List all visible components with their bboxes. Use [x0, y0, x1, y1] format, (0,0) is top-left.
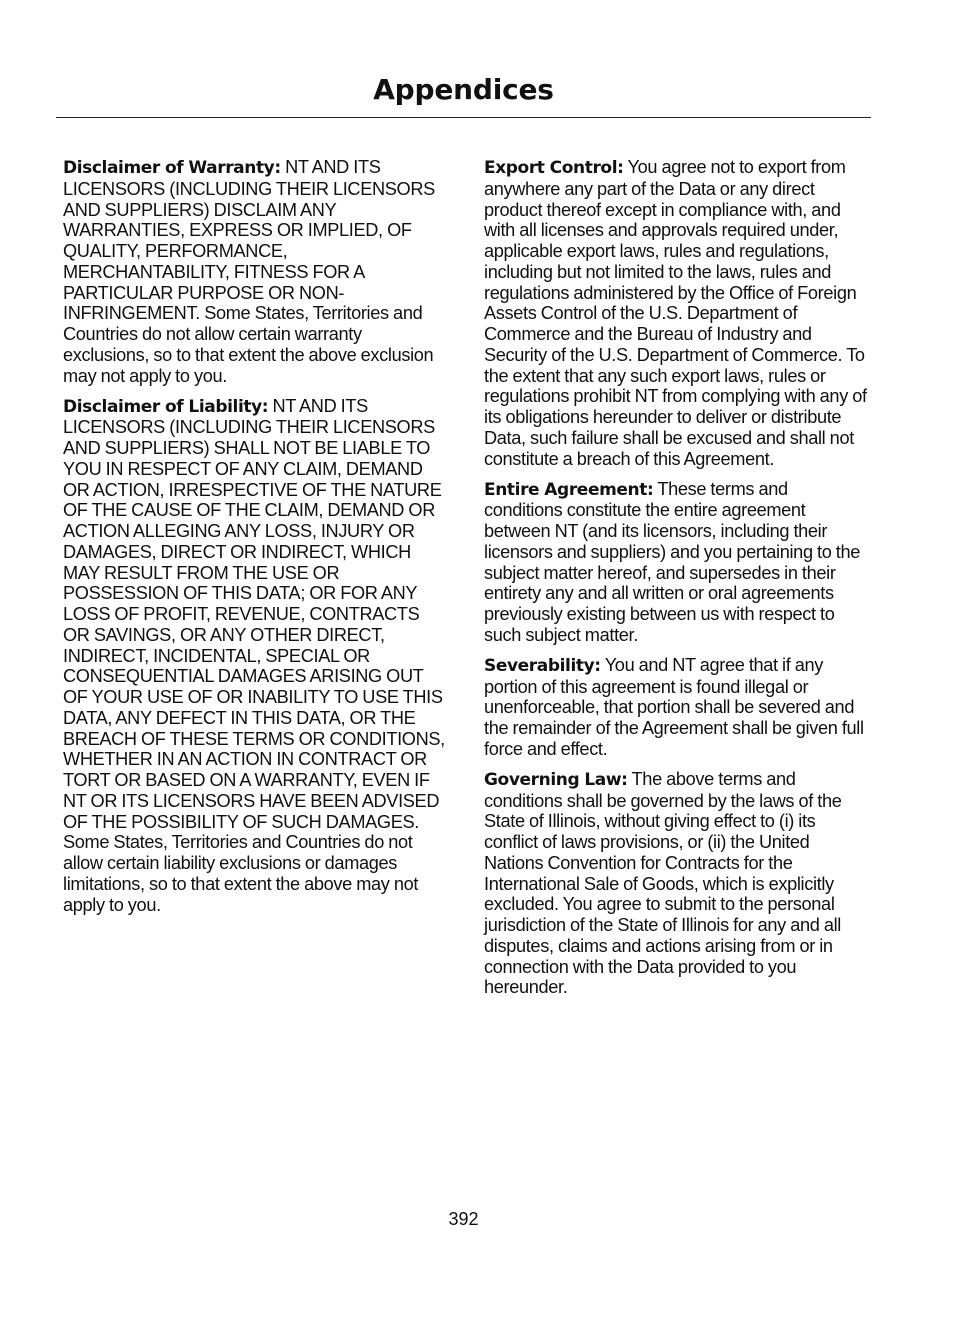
right-column: [484, 157, 868, 1007]
title-divider: [56, 117, 871, 118]
disclaimer-of-warranty-paragraph: [63, 157, 447, 386]
page-number: 392: [448, 1209, 479, 1229]
page-title: Appendices: [373, 73, 554, 106]
governing-law-paragraph: [484, 769, 868, 998]
disclaimer-of-liability-paragraph: [63, 396, 447, 916]
paragraph-body: You agree not to export from anywhere any part of the Data or any direct product thereof except in compliance with, and with all licenses and approvals required under, applicable export laws, rules and regulations, including but not limited to the laws, rules and regulations administered by the Office of Foreign Assets Control of the U.S. Department of Commerce and the Bureau of Industry and Security of the U.S. Department of Commerce. To the extent that any such export laws, rules or regulations prohibit NT from complying with any of its obligations hereunder to deliver or distribute Data, such failure shall be excused and shall not constitute a breach of this Agreement.: [484, 157, 867, 469]
severability-paragraph: [484, 655, 868, 760]
paragraph-heading: Disclaimer of Liability:: [63, 396, 269, 417]
paragraph-body: You and NT agree that if any portion of this agreement is found illegal or unenforceable, that portion shall be severed and the remainder of the Agreement shall be given full force and effect.: [484, 654, 864, 759]
left-column: [63, 157, 447, 925]
paragraph-heading: Disclaimer of Warranty:: [63, 158, 281, 178]
paragraph-heading: Export Control:: [484, 158, 624, 178]
paragraph-heading: Governing Law:: [484, 769, 628, 790]
paragraph-heading: Entire Agreement:: [484, 479, 654, 500]
paragraph-body: NT AND ITS LICENSORS (INCLUDING THEIR LICENSORS AND SUPPLIERS) SHALL NOT BE LIABLE TO YOU IN RESPECT OF ANY CLAIM, DEMAND OR ACTION, IRRESPECTIVE OF THE NATURE OF THE CAUSE OF THE CLAIM, DEMAND OR ACTION ALLEGING ANY LOSS, INJURY OR DAMAGES, DIRECT OR INDIRECT, WHICH MAY RESULT FROM THE USE OR POSSESSION OF THIS DATA; OR FOR ANY LOSS OF PROFIT, REVENUE, CONTRACTS OR SAVINGS, OR ANY OTHER DIRECT, INDIRECT, INCIDENTAL, SPECIAL OR CONSEQUENTIAL DAMAGES ARISING OUT OF YOUR USE OF OR INABILITY TO USE THIS DATA, ANY DEFECT IN THIS DATA, OR THE BREACH OF THESE TERMS OR CONDITIONS, WHETHER IN AN ACTION IN CONTRACT OR TORT OR BASED ON A WARRANTY, EVEN IF NT OR ITS LICENSORS HAVE BEEN ADVISED OF THE POSSIBILITY OF SUCH DAMAGES. Some States, Territories and Countries do not allow certain liability exclusions or damages limitations, so to that extent the above may not apply to you.: [63, 395, 445, 915]
entire-agreement-paragraph: [484, 479, 868, 646]
paragraph-body: The above terms and conditions shall be governed by the laws of the State of Illinois, without giving effect to (i) its conflict of laws provisions, or (ii) the United Nations Convention for Contracts for the International Sale of Goods, which is explicitly excluded. You agree to submit to the personal jurisdiction of the State of Illinois for any and all disputes, claims and actions arising from or in connection with the Data provided to you hereunder.: [484, 768, 842, 998]
export-control-paragraph: [484, 157, 868, 469]
paragraph-body: NT AND ITS LICENSORS (INCLUDING THEIR LICENSORS AND SUPPLIERS) DISCLAIM ANY WARRANTIES, EXPRESS OR IMPLIED, OF QUALITY, PERFORMANCE, MERCHANTABILITY, FITNESS FOR A PARTICULAR PURPOSE OR NON-INFRINGEMENT. Some States, Territories and Countries do not allow certain warranty exclusions, so to that extent the above exclusion may not apply to you.: [63, 157, 435, 386]
paragraph-body: These terms and conditions constitute the entire agreement between NT (and its licensors, including their licensors and suppliers) and you pertaining to the subject matter hereof, and supersedes in their entirety any and all written or oral agreements previously existing between us with respect to such subject matter.: [484, 478, 861, 645]
paragraph-heading: Severability:: [484, 655, 601, 676]
